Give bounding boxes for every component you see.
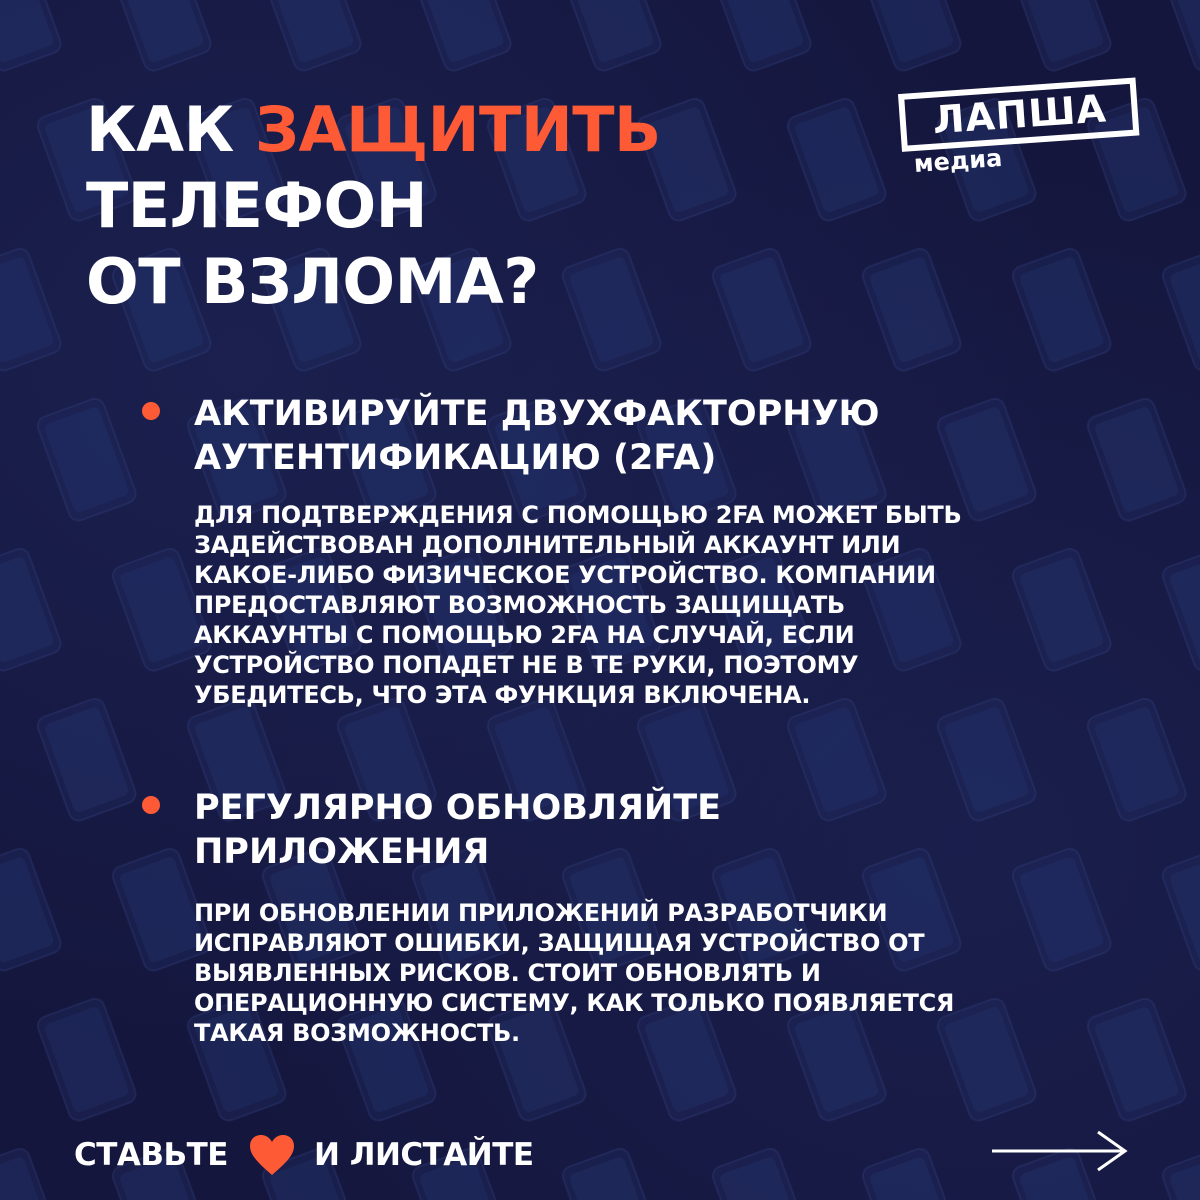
phone-shape (1160, 0, 1200, 73)
headline-part1: КАК (86, 93, 255, 166)
phone-shape (1160, 846, 1200, 973)
phone-shape (860, 1146, 963, 1200)
body-line: ПРИ ОБНОВЛЕНИИ ПРИЛОЖЕНИЙ РАЗРАБОТЧИКИ (194, 899, 888, 927)
section-title-line: АКТИВИРУЙТЕ ДВУХФАКТОРНУЮ (194, 394, 880, 434)
phone-shape (0, 0, 63, 73)
phone-shape (560, 1146, 663, 1200)
footer-cta (74, 1130, 534, 1180)
phone-shape (0, 546, 63, 673)
headline-line-2: ТЕЛЕФОН (86, 169, 428, 242)
headline (86, 92, 661, 320)
phone-shape (785, 696, 888, 823)
body-line: ТАКАЯ ВОЗМОЖНОСТЬ. (194, 1019, 520, 1047)
body-line: ПРЕДОСТАВЛЯЮТ ВОЗМОЖНОСТЬ ЗАЩИЩАТЬ (194, 591, 845, 619)
body-line: КАКОЕ-ЛИБО ФИЗИЧЕСКОЕ УСТРОЙСТВО. КОМПАНИИ (194, 561, 936, 589)
body-line: УБЕДИТЕСЬ, ЧТО ЭТА ФУНКЦИЯ ВКЛЮЧЕНА. (194, 681, 811, 709)
phone-shape (260, 0, 363, 73)
section-body-2fa (194, 500, 1114, 710)
phone-shape (0, 846, 63, 973)
bullet-icon (142, 402, 160, 420)
section-title-line: РЕГУЛЯРНО ОБНОВЛЯЙТЕ (194, 788, 721, 828)
phone-shape (1160, 1146, 1200, 1200)
phone-shape (410, 0, 513, 73)
logo-subtitle: медиа (913, 143, 1004, 178)
arrow-right-icon[interactable] (990, 1128, 1130, 1174)
phone-shape (710, 1146, 813, 1200)
footer-right-text: И ЛИСТАЙТЕ (313, 1137, 534, 1173)
phone-shape (35, 996, 138, 1123)
body-line: ЗАДЕЙСТВОВАН ДОПОЛНИТЕЛЬНЫЙ АККАУНТ ИЛИ (194, 531, 901, 559)
phone-shape (35, 696, 138, 823)
phone-shape (1010, 246, 1113, 373)
body-line: ИСПРАВЛЯЮТ ОШИБКИ, ЗАЩИЩАЯ УСТРОЙСТВО ОТ (194, 929, 925, 957)
phone-shape (1010, 0, 1113, 73)
phone-shape (860, 0, 963, 73)
body-line: ВЫЯВЛЕННЫХ РИСКОВ. СТОИТ ОБНОВЛЯТЬ И (194, 959, 821, 987)
body-line: ДЛЯ ПОДТВЕРЖДЕНИЯ С ПОМОЩЬЮ 2FA МОЖЕТ БЫТЬ (194, 501, 962, 529)
section-title-line: ПРИЛОЖЕНИЯ (194, 832, 490, 872)
headline-line-3: ОТ ВЗЛОМА? (86, 245, 539, 318)
brand-logo (900, 86, 1140, 184)
phone-shape (785, 96, 888, 223)
body-line: ОПЕРАЦИОННУЮ СИСТЕМУ, КАК ТОЛЬКО ПОЯВЛЯЕТСЯ (194, 989, 955, 1017)
phone-shape (1160, 546, 1200, 673)
heart-icon[interactable] (248, 1133, 296, 1177)
section-title-updates (194, 786, 721, 874)
phone-shape (0, 246, 63, 373)
headline-line-1 (86, 92, 661, 168)
phone-shape (560, 0, 663, 73)
bullet-icon (142, 796, 160, 814)
section-title-2fa (194, 392, 880, 480)
body-line: УСТРОЙСТВО ПОПАДЕТ НЕ В ТЕ РУКИ, ПОЭТОМУ (194, 651, 859, 679)
phone-shape (110, 0, 213, 73)
phone-shape (710, 0, 813, 73)
section-body-updates (194, 898, 1114, 1048)
phone-shape (935, 696, 1038, 823)
logo-name: ЛАПША (931, 86, 1109, 143)
phone-shape (710, 246, 813, 373)
section-title-line: АУТЕНТИФИКАЦИЮ (2FA) (194, 438, 717, 478)
phone-shape (0, 1146, 63, 1200)
headline-accent: ЗАЩИТИТЬ (254, 93, 661, 166)
phone-shape (1160, 246, 1200, 373)
phone-shape (1085, 696, 1188, 823)
phone-shape (35, 396, 138, 523)
phone-shape (860, 246, 963, 373)
footer-left-text: СТАВЬТЕ (74, 1137, 228, 1173)
body-line: АККАУНТЫ С ПОМОЩЬЮ 2FA НА СЛУЧАЙ, ЕСЛИ (194, 621, 855, 649)
